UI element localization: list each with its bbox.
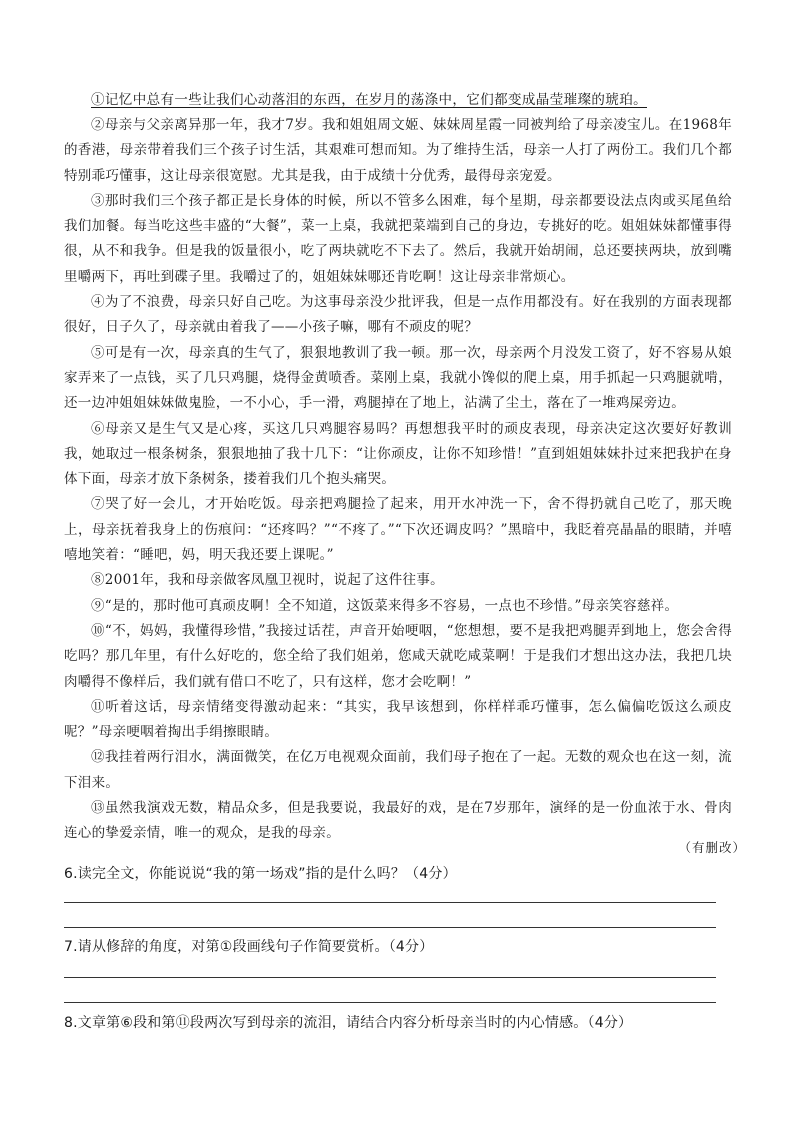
paragraph-6: ⑥母亲又是生气又是心疼，买这几只鸡腿容易吗？再想想我平时的顽皮表现，母亲决定这次要好好教训我，她取过一根条树条，狠狠地抽了我十几下：“让你顽皮，让你不知珍惜！”直到姐姐妹妹扑过来把我护在身体下面，母亲才放下条树条，搂着我们几个抱头痛哭。 (64, 420, 732, 488)
question-7: 7.请从修辞的角度，对第①段画线句子作简要赏析。（4分） (64, 939, 434, 955)
paragraph-9: ⑨“是的，那时他可真顽皮啊！全不知道，这饭菜来得多不容易，一点也不珍惜。”母亲笑容慈祥。 (91, 597, 679, 614)
paragraph-2: ②母亲与父亲离异那一年，我才7岁。我和姐姐周文姬、妹妹周星霞一同被判给了母亲凌宝儿。在1968年的香港，母亲带着我们三个孩子讨生活，其艰难可想而知。为了维持生活，母亲一人打了两份工。我们几个都特别乖巧懂事，这让母亲很宽慰。尤其是我，由于成绩十分优秀，最得母亲宠爱。 (64, 117, 732, 184)
underlined-sentence: ①记忆中总有一些让我们心动落泪的东西，在岁月的荡涤中，它们都变成晶莹璀璨的琥珀。 (91, 92, 647, 108)
paragraph-13: ⑬虽然我演戏无数，精品众多，但是我要说，我最好的戏，是在7岁那年，演绎的是一份血浓于水、骨肉连心的挚爱亲情，唯一的观众，是我的母亲。 (64, 800, 732, 842)
question-8: 8.文章第⑥段和第⑪段两次写到母亲的流泪，请结合内容分析母亲当时的内心情感。（4分） (64, 1015, 633, 1031)
passage-body (64, 113, 732, 847)
question-6: 6.读完全文，你能说说“我的第一场戏”指的是什么吗？（4分） (64, 866, 457, 882)
paragraph-12: ⑫我挂着两行泪水，满面微笑，在亿万电视观众面前，我们母子抱在了一起。无数的观众也在这一刻，流下泪来。 (64, 749, 732, 791)
paragraph-10: ⑩“不，妈妈，我懂得珍惜，”我接过话茬，声音开始哽咽，“您想想，要不是我把鸡腿弄到地上，您会舍得吃吗？那几年里，有什么好吃的，您全给了我们姐弟，您咸天就吃咸菜啊！于是我们才想出这办法，我把几块肉嚼得不像样后，我们就有借口不吃了，只有这样，您才会吃啊！” (64, 622, 732, 690)
answer-line[interactable] (64, 902, 716, 903)
paragraph-5: ⑤可是有一次，母亲真的生气了，狠狠地教训了我一顿。那一次，母亲两个月没发工资了，好不容易从娘家弄来了一点钱，买了几只鸡腿，烧得金黄喷香。菜刚上桌，我就小馋似的爬上桌，用手抓起一只鸡腿就啃，还一边冲姐姐妹妹做鬼脸，一不小心，手一滑，鸡腿掉在了地上，沾满了尘土，落在了一堆鸡屎旁边。 (64, 344, 732, 412)
paragraph-8: ⑧2001年，我和母亲做客凤凰卫视时，说起了这件往事。 (91, 572, 444, 589)
answer-line[interactable] (64, 927, 716, 928)
paragraph-4: ④为了不浪费，母亲只好自己吃。为这事母亲没少批评我，但是一点作用都没有。好在我别的方面表现都很好，日子久了，母亲就由着我了——小孩子嘛，哪有不顽皮的呢？ (64, 294, 732, 336)
source-note: （有删改） (678, 840, 746, 855)
answer-line[interactable] (64, 977, 716, 978)
paragraph-1 (64, 88, 732, 113)
paragraph-3: ③那时我们三个孩子都正是长身体的时候，所以不管多么困难，每个星期，母亲都要设法点肉或买尾鱼给我们加餐。每当吃这些丰盛的“大餐”，菜一上桌，我就把菜端到自己的身边，专挑好的吃。姐姐妹妹都懂事得很，从不和我争。但是我的饭量很小，吃了两块就吃不下去了。然后，我就开始胡闹，总还要挟两块，放到嘴里嚼两下，再吐到碟子里。我嚼过了的，姐姐妹妹哪还肯吃啊！这让母亲非常烦心。 (64, 192, 732, 285)
paragraph-7: ⑦哭了好一会儿，才开始吃饭。母亲把鸡腿捡了起来，用开水冲洗一下，舍不得扔就自己吃了，那天晚上，母亲抚着我身上的伤痕问：“还疼吗？”“不疼了。”“下次还调皮吗？”黑暗中，我眨着亮晶晶的眼睛，并嘻嘻地笑着：“睡吧，妈，明天我还要上课呢。” (64, 496, 732, 564)
answer-line[interactable] (64, 1002, 716, 1003)
paragraph-11: ⑪听着这话，母亲情绪变得激动起来：“其实，我早该想到，你样样乖巧懂事，怎么偏偏吃饭这么顽皮呢？”母亲哽咽着掏出手绢擦眼睛。 (64, 698, 732, 741)
